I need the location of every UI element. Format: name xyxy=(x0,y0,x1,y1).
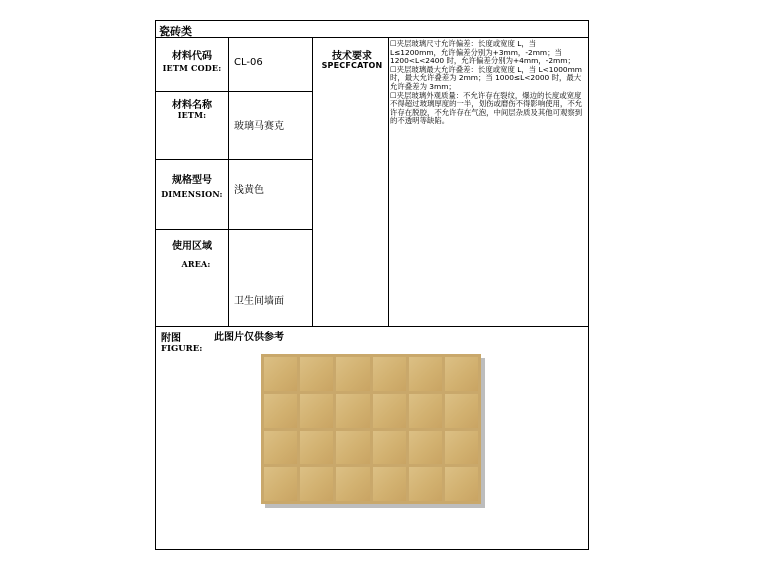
mosaic-tile xyxy=(445,357,478,391)
mosaic-tile xyxy=(264,431,297,465)
item-name-label-en: IETM: xyxy=(177,110,207,120)
col-divider-3 xyxy=(388,37,389,326)
mosaic-tile xyxy=(445,394,478,428)
figure-label-en: FIGURE: xyxy=(161,344,203,354)
item-name-value: 玻璃马赛克 xyxy=(234,121,284,132)
requirement-1: ☐夹层玻璃尺寸允许偏差：长度或宽度 L，当 L≤1200mm，允许偏差分别为+3mm，-2mm；当 1200<L<2400 时，允许偏差分别为+4mm，-2mm； xyxy=(390,39,575,66)
mosaic-tile xyxy=(409,431,442,465)
dimension-value: 浅黄色 xyxy=(234,185,264,196)
mosaic-tile xyxy=(445,431,478,465)
mosaic-tile xyxy=(373,394,406,428)
area-label: 使用区域 xyxy=(172,241,212,252)
item-code-label: 材料代码 xyxy=(172,51,212,62)
mosaic-tile xyxy=(409,467,442,501)
section-title: 瓷砖类 xyxy=(159,25,192,38)
row-divider-2 xyxy=(156,159,312,160)
item-code-label-en: IETM CODE: xyxy=(162,63,222,73)
mosaic-tile xyxy=(373,357,406,391)
mosaic-tile xyxy=(300,467,333,501)
mosaic-tile xyxy=(409,394,442,428)
tech-label: 技术要求 xyxy=(332,51,372,62)
title-divider xyxy=(156,37,588,38)
mosaic-tile-image xyxy=(261,354,481,504)
figure-divider xyxy=(156,326,588,327)
dimension-label-en: DIMENSION: xyxy=(161,189,223,199)
mosaic-tile xyxy=(409,357,442,391)
col-divider-2 xyxy=(312,37,313,326)
mosaic-tile xyxy=(373,431,406,465)
tech-label-en: SPECFCATON xyxy=(321,61,383,70)
dimension-label: 规格型号 xyxy=(172,175,212,186)
mosaic-tile xyxy=(336,357,369,391)
mosaic-tile xyxy=(336,394,369,428)
material-sheet xyxy=(155,20,589,550)
row-divider-1 xyxy=(156,91,312,92)
mosaic-tile xyxy=(300,431,333,465)
area-value: 卫生间墙面 xyxy=(234,296,284,307)
mosaic-tile xyxy=(336,431,369,465)
area-label-en: AREA: xyxy=(181,259,211,269)
col-divider-1 xyxy=(228,37,229,326)
mosaic-tile xyxy=(264,394,297,428)
mosaic-tile xyxy=(300,357,333,391)
item-code-value: CL-06 xyxy=(234,57,263,68)
mosaic-tile xyxy=(373,467,406,501)
figure-note: 此图片仅供参考 xyxy=(214,332,284,343)
mosaic-tile xyxy=(264,357,297,391)
requirement-3: ☐夹层玻璃外观质量：不允许存在裂纹，爆边的长度或宽度不得超过玻璃厚度的一半，划伤或磨伤不得影响使用，不允许存在脱胶，不允许存在气泡，中间层杂质及其他可观察到的不透明等缺陷。 xyxy=(390,90,583,126)
requirements-text xyxy=(390,40,587,126)
tile-grid xyxy=(261,354,481,504)
mosaic-tile xyxy=(445,467,478,501)
requirement-2: ☐夹层玻璃最大允许叠差：长度或宽度 L，当 L<1000mm 时，最大允许叠差为 2mm；当 1000≤L<2000 时，最大允许叠差为 3mm； xyxy=(390,64,582,91)
row-divider-3 xyxy=(156,229,312,230)
item-name-label: 材料名称 xyxy=(172,100,212,111)
mosaic-tile xyxy=(264,467,297,501)
mosaic-tile xyxy=(300,394,333,428)
figure-label: 附图 xyxy=(161,333,181,344)
mosaic-tile xyxy=(336,467,369,501)
